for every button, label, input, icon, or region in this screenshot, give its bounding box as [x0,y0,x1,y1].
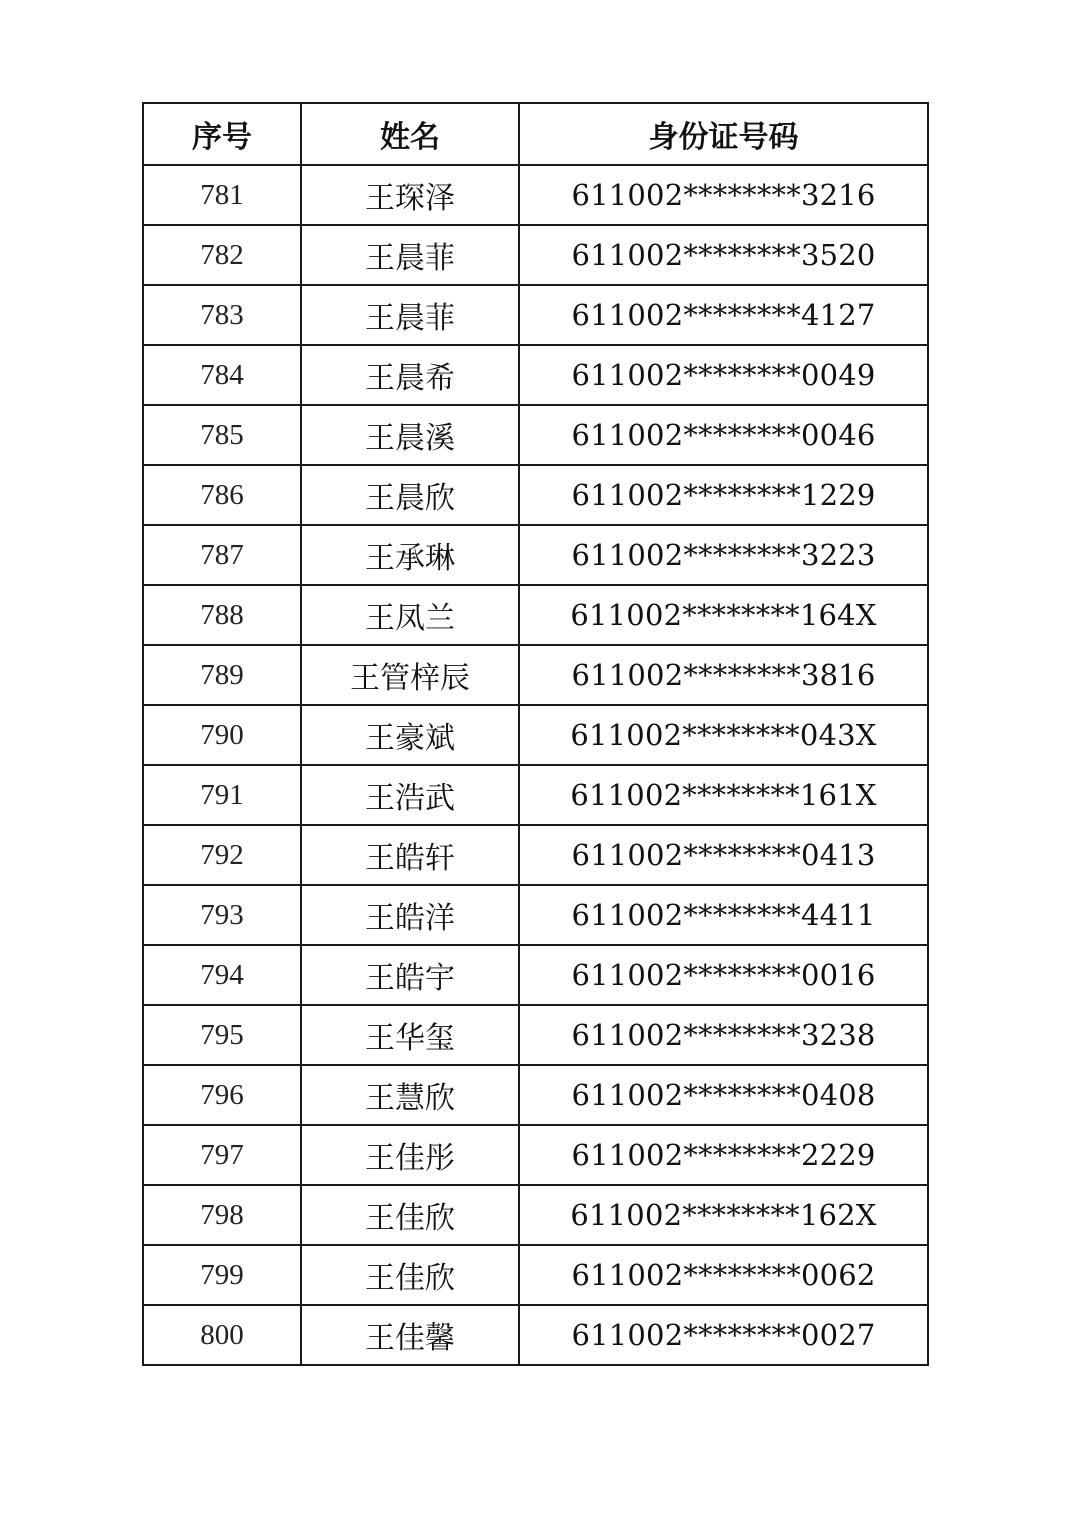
table-row [143,705,928,765]
row-id-number: 611002********2229 [519,1125,928,1185]
table-row [143,585,928,645]
row-seq: 796 [143,1065,301,1125]
roster-table-container [142,102,927,1366]
table-row [143,1245,928,1305]
row-id-number: 611002********0046 [519,405,928,465]
row-name: 王慧欣 [301,1065,519,1125]
row-name: 王晨溪 [301,405,519,465]
row-seq: 799 [143,1245,301,1305]
row-seq: 791 [143,765,301,825]
row-id-number: 611002********164X [519,585,928,645]
table-row [143,945,928,1005]
row-seq: 790 [143,705,301,765]
row-name: 王晨欣 [301,465,519,525]
header-name: 姓名 [301,103,519,165]
row-seq: 784 [143,345,301,405]
row-seq: 782 [143,225,301,285]
row-id-number: 611002********3520 [519,225,928,285]
row-name: 王凤兰 [301,585,519,645]
row-id-number: 611002********0027 [519,1305,928,1365]
row-name: 王琛泽 [301,165,519,225]
row-name: 王皓宇 [301,945,519,1005]
row-seq: 795 [143,1005,301,1065]
row-seq: 787 [143,525,301,585]
row-name: 王浩武 [301,765,519,825]
row-id-number: 611002********0062 [519,1245,928,1305]
row-name: 王佳欣 [301,1185,519,1245]
row-seq: 798 [143,1185,301,1245]
table-row [143,525,928,585]
table-row [143,1005,928,1065]
table-row [143,465,928,525]
row-seq: 792 [143,825,301,885]
table-row [143,165,928,225]
row-seq: 786 [143,465,301,525]
row-id-number: 611002********162X [519,1185,928,1245]
row-id-number: 611002********043X [519,705,928,765]
row-name: 王华玺 [301,1005,519,1065]
row-id-number: 611002********3238 [519,1005,928,1065]
row-name: 王管梓辰 [301,645,519,705]
header-id-number: 身份证号码 [519,103,928,165]
row-id-number: 611002********4411 [519,885,928,945]
row-id-number: 611002********0408 [519,1065,928,1125]
table-row [143,885,928,945]
row-id-number: 611002********0413 [519,825,928,885]
header-seq: 序号 [143,103,301,165]
row-id-number: 611002********1229 [519,465,928,525]
table-row [143,405,928,465]
row-name: 王皓轩 [301,825,519,885]
row-seq: 785 [143,405,301,465]
table-row [143,345,928,405]
table-header-row [143,103,928,165]
roster-table [142,102,929,1366]
row-seq: 788 [143,585,301,645]
table-row [143,645,928,705]
row-name: 王佳馨 [301,1305,519,1365]
table-row [143,825,928,885]
row-id-number: 611002********3216 [519,165,928,225]
table-row [143,1125,928,1185]
row-name: 王承琳 [301,525,519,585]
row-seq: 793 [143,885,301,945]
row-seq: 797 [143,1125,301,1185]
row-id-number: 611002********4127 [519,285,928,345]
row-name: 王佳彤 [301,1125,519,1185]
row-name: 王豪斌 [301,705,519,765]
table-row [143,285,928,345]
row-seq: 789 [143,645,301,705]
row-id-number: 611002********3816 [519,645,928,705]
table-row [143,1185,928,1245]
table-row [143,225,928,285]
row-id-number: 611002********0049 [519,345,928,405]
row-name: 王晨菲 [301,285,519,345]
row-seq: 794 [143,945,301,1005]
row-name: 王晨菲 [301,225,519,285]
row-name: 王皓洋 [301,885,519,945]
row-id-number: 611002********3223 [519,525,928,585]
table-row [143,765,928,825]
row-id-number: 611002********161X [519,765,928,825]
row-name: 王佳欣 [301,1245,519,1305]
row-seq: 781 [143,165,301,225]
table-row [143,1305,928,1365]
table-row [143,1065,928,1125]
table-body [143,165,928,1365]
row-id-number: 611002********0016 [519,945,928,1005]
row-seq: 783 [143,285,301,345]
row-seq: 800 [143,1305,301,1365]
row-name: 王晨希 [301,345,519,405]
